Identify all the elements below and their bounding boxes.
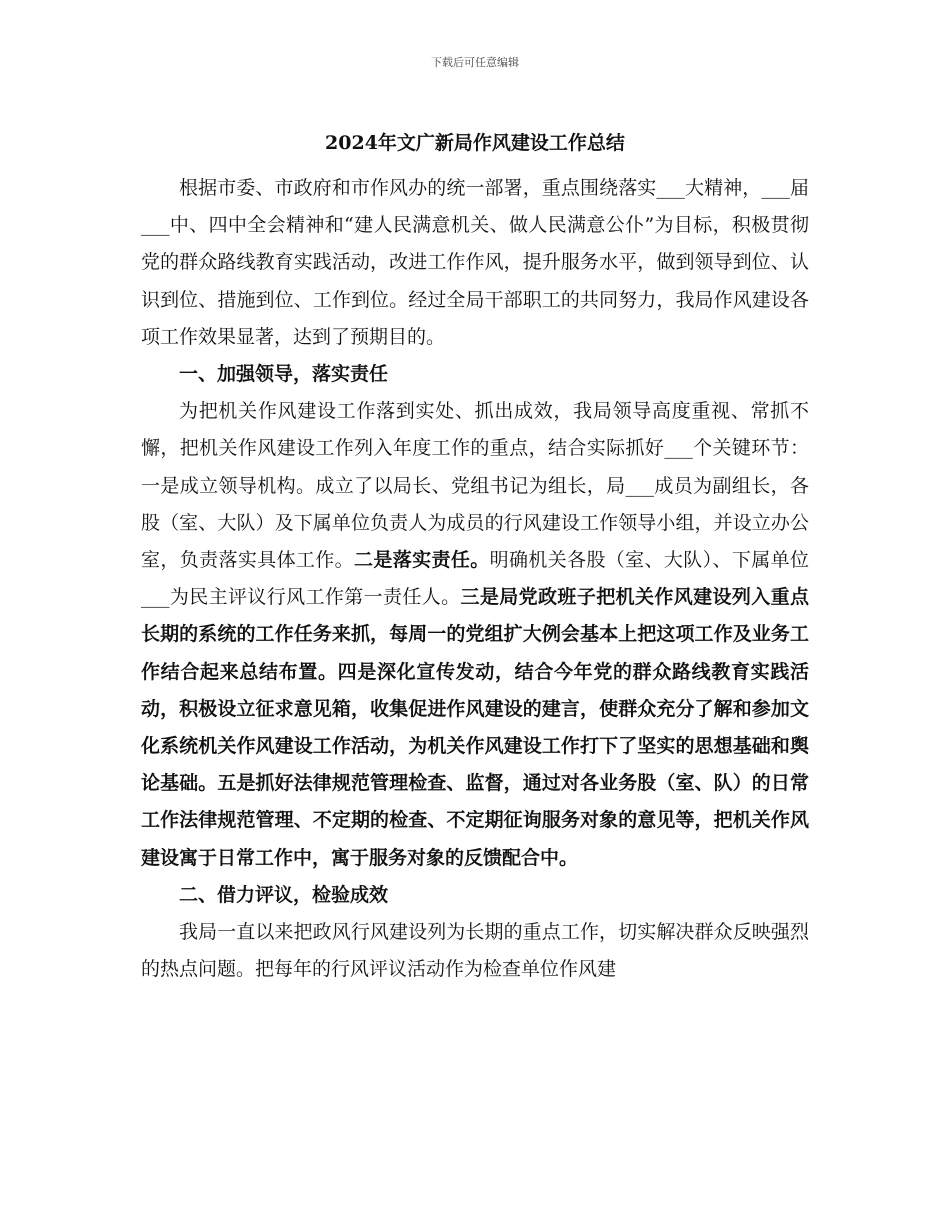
section-2-heading: 二、借力评议，检验成效 (179, 883, 389, 906)
section-1-text-bold-1: 二是落实责任。 (354, 549, 490, 572)
intro-paragraph: 根据市委、市政府和市作风办的统一部署，重点围绕落实___大精神，___届___中、四中全会精神和“建人民满意机关、做人民满意公仆”为目标，积极贯彻党的群众路线教育实践活动，改进工作作风，提升服务水平，做到领导到位、认识到位、措施到位、工作到位。经过全局干部职工的共同努力，我局作风建设各项工作效果显著，达到了预期目的。 (141, 177, 809, 348)
section-1-paragraph (141, 393, 809, 877)
section-1-text-plain-2: 明确机关各股（室、大队）、下属单位___为民主评议行风工作第一责任人。 (141, 549, 809, 609)
document-body (141, 170, 809, 988)
section-2-paragraph: 我局一直以来把政风行风建设列为长期的重点工作，切实解决群众反映强烈的热点问题。把每年的行风评议活动作为检查单位作风建 (141, 921, 809, 981)
section-1-text-plain-1: 为把机关作风建设工作落到实处、抓出成效，我局领导高度重视、常抓不懈，把机关作风建设工作列入年度工作的重点，结合实际抓好___个关键环节：一是成立领导机构。成立了以局长、党组书记为组长，局___成员为副组长，各股（室、大队）及下属单位负责人为成员的行风建设工作领导小组，并设立办公室，负责落实具体工作。 (141, 400, 809, 572)
header-note: 下载后可任意编辑 (431, 56, 519, 69)
document-title: 2024年文广新局作风建设工作总结 (325, 132, 625, 154)
section-1-text-bold-2: 三是局党政班子把机关作风建设列入重点长期的系统的工作任务来抓，每周一的党组扩大例会基本上把这项工作及业务工作结合起来总结布置。四是深化宣传发动，结合今年党的群众路线教育实践活动，积极设立征求意见箱，收集促进作风建设的建言，使群众充分了解和参加文化系统机关作风建设工作活动，为机关作风建设工作打下了坚实的思想基础和舆论基础。五是抓好法律规范管理检查、监督，通过对各业务股（室、队）的日常工作法律规范管理、不定期的检查、不定期征询服务对象的意见等，把机关作风建设寓于日常工作中，寓于服务对象的反馈配合中。 (141, 586, 809, 869)
section-1-heading: 一、加强领导，落实责任 (179, 363, 389, 386)
